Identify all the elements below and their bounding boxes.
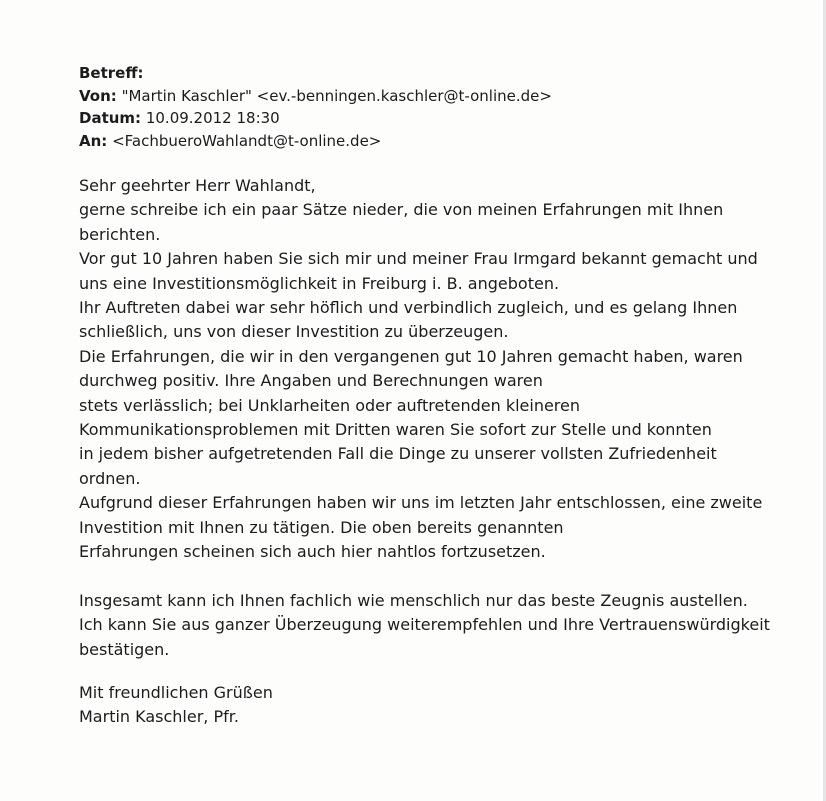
body-line: ordnen. [79, 468, 141, 488]
to-label: An: [79, 131, 108, 150]
body-line: stets verlässlich; bei Unklarheiten oder auftretenden kleineren [79, 395, 581, 415]
from-value: "Martin Kaschler" <ev.-benningen.kaschler@t-online.de> [121, 86, 552, 105]
to-value: <FachbueroWahlandt@t-online.de> [112, 131, 382, 150]
signature: Martin Kaschler, Pfr. [79, 707, 239, 727]
body-line: Sehr geehrter Herr Wahlandt, [79, 176, 316, 195]
body-line: schließlich, uns von dieser Investition zu überzeugen. [79, 322, 509, 342]
body-line: uns eine Investitionsmöglichkeit in Freiburg i. B. angeboten. [79, 273, 560, 293]
letter-body [79, 174, 779, 662]
body-line: Kommunikationsproblemen mit Dritten waren Sie sofort zur Stelle und konnten [79, 420, 712, 440]
body-line: Die Erfahrungen, die wir in den vergangenen gut 10 Jahren gemacht haben, waren [79, 346, 743, 366]
to-line [79, 130, 552, 153]
body-line: gerne schreibe ich ein paar Sätze nieder, die von meinen Erfahrungen mit Ihnen [79, 200, 724, 220]
body-line: Erfahrungen scheinen sich auch hier nahtlos fortzusetzen. [79, 542, 546, 562]
body-line: Vor gut 10 Jahren haben Sie sich mir und meiner Frau Irmgard bekannt gemacht und [79, 249, 758, 269]
body-line: Aufgrund dieser Erfahrungen haben wir uns im letzten Jahr entschlossen, eine zweite [79, 493, 763, 513]
letter-closing [79, 681, 273, 730]
subject-label: Betreff: [79, 64, 144, 82]
closing-greeting: Mit freundlichen Grüßen [79, 683, 273, 702]
body-line: berichten. [79, 224, 161, 244]
body-line: in jedem bisher aufgetretenden Fall die Dinge zu unserer vollsten Zufriedenheit [79, 444, 717, 464]
date-line [79, 107, 552, 130]
paragraph-gap [79, 565, 779, 589]
date-value: 10.09.2012 18:30 [145, 109, 280, 127]
body-line: Investition mit Ihnen zu tätigen. Die oben bereits genannten [79, 517, 564, 537]
from-label: Von: [79, 86, 117, 105]
body-line: bestätigen. [79, 639, 170, 659]
body-line: durchweg positiv. Ihre Angaben und Berechnungen waren [79, 371, 543, 391]
email-header [79, 62, 552, 152]
date-label: Datum: [79, 109, 142, 127]
body-line: Ihr Auftreten dabei war sehr höflich und verbindlich zugleich, und es gelang Ihnen [79, 298, 738, 318]
body-line: Insgesamt kann ich Ihnen fachlich wie menschlich nur das beste Zeugnis austellen. [79, 590, 748, 610]
from-line [79, 85, 552, 108]
body-line: Ich kann Sie aus ganzer Überzeugung weiterempfehlen und Ihre Vertrauenswürdigkeit [79, 615, 770, 635]
subject-line [79, 62, 552, 85]
